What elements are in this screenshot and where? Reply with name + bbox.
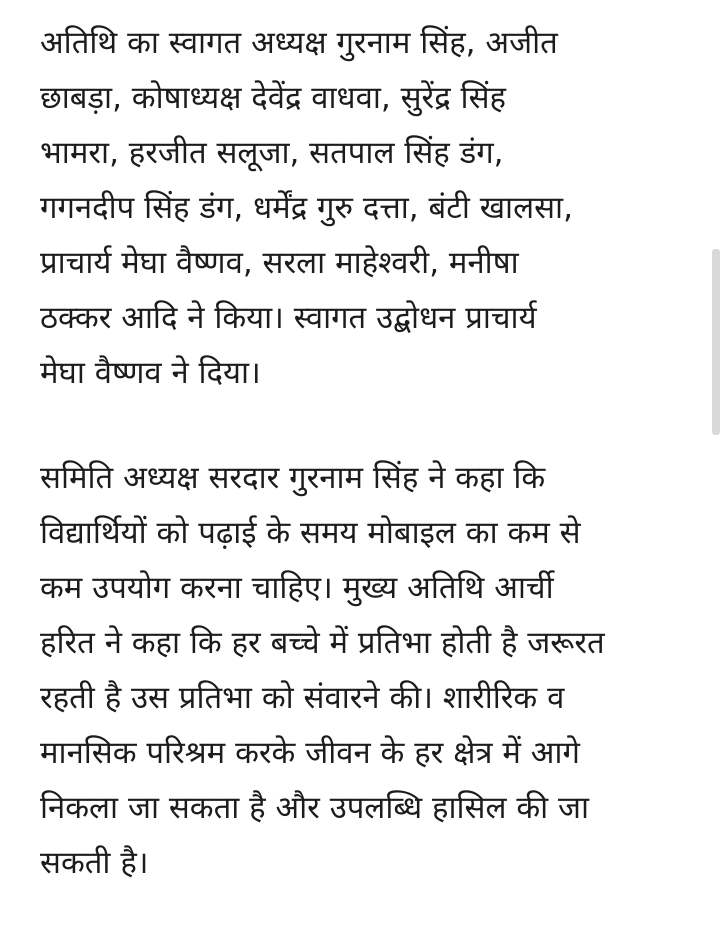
text-line: मानसिक परिश्रम करके जीवन के हर क्षेत्र में आगे bbox=[40, 735, 580, 771]
text-line: समिति अध्यक्ष सरदार गुरनाम सिंह ने कहा कि bbox=[40, 460, 546, 496]
text-line: अतिथि का स्वागत अध्यक्ष गुरनाम सिंह, अजीत bbox=[40, 25, 558, 61]
text-line: रहती है उस प्रतिभा को संवारने की। शारीरिक व bbox=[40, 680, 565, 716]
text-line: कम उपयोग करना चाहिए। मुख्य अतिथि आर्ची bbox=[40, 570, 554, 606]
text-line: ठक्कर आदि ने किया। स्वागत उद्बोधन प्राचार्य bbox=[40, 300, 537, 336]
text-line: विद्यार्थियों को पढ़ाई के समय मोबाइल का कम से bbox=[40, 515, 581, 551]
text-line: गगनदीप सिंह डंग, धर्मेंद्र गुरु दत्ता, बंटी खालसा, bbox=[40, 190, 573, 226]
text-line: मेघा वैष्णव ने दिया। bbox=[40, 355, 261, 391]
text-line: हरित ने कहा कि हर बच्चे में प्रतिभा होती है जरूरत bbox=[40, 625, 605, 661]
paragraph-speeches bbox=[40, 451, 690, 891]
paragraph-welcome bbox=[40, 16, 690, 401]
text-line: सकती है। bbox=[40, 845, 149, 881]
text-line: भामरा, हरजीत सलूजा, सतपाल सिंह डंग, bbox=[40, 135, 504, 171]
article-body bbox=[40, 16, 690, 891]
text-line: निकला जा सकता है और उपलब्धि हासिल की जा bbox=[40, 790, 590, 826]
paragraph-spacer bbox=[40, 401, 690, 451]
text-line: प्राचार्य मेघा वैष्णव, सरला माहेश्वरी, मनीषा bbox=[40, 245, 519, 281]
scrollbar-thumb[interactable] bbox=[712, 249, 720, 435]
text-line: छाबड़ा, कोषाध्यक्ष देवेंद्र वाधवा, सुरेंद्र सिंह bbox=[40, 80, 506, 116]
